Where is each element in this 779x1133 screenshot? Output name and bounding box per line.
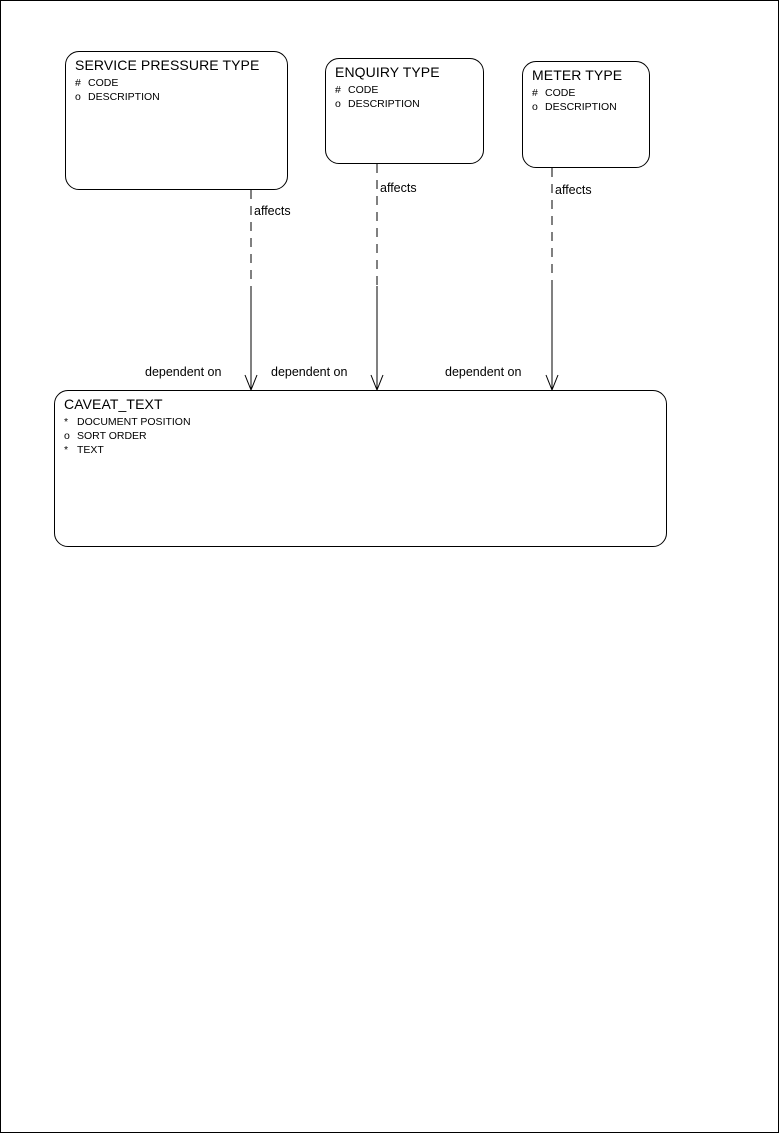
attribute-label: CODE [545, 87, 576, 99]
attribute-label: CODE [348, 84, 379, 96]
attribute-marker: # [335, 84, 341, 96]
attribute-row [532, 86, 644, 100]
attribute-row [64, 415, 661, 429]
relationship-line-meter-caveat [546, 168, 558, 390]
relationship-label-dependent-on-enquiry: dependent on [271, 365, 348, 379]
relationship-label-affects-meter: affects [555, 183, 592, 197]
attribute-row [64, 443, 661, 457]
entity-caveat-text[interactable] [54, 390, 667, 547]
attribute-row [75, 76, 282, 90]
attribute-row [335, 97, 478, 111]
attribute-label: TEXT [77, 444, 104, 456]
attribute-row [335, 83, 478, 97]
entity-meter-type[interactable] [522, 61, 650, 168]
attribute-marker: # [532, 87, 538, 99]
attribute-label: DESCRIPTION [545, 101, 617, 113]
attribute-label: SORT ORDER [77, 430, 147, 442]
attribute-marker: * [64, 416, 69, 428]
attribute-label: DOCUMENT POSITION [77, 416, 191, 428]
attribute-marker: # [75, 77, 81, 89]
entity-name: CAVEAT_TEXT [64, 396, 163, 412]
attribute-marker: o [64, 430, 70, 442]
attribute-row [64, 429, 661, 443]
relationship-label-dependent-on-meter: dependent on [445, 365, 522, 379]
entity-enquiry-type[interactable] [325, 58, 484, 164]
attribute-marker: o [335, 98, 341, 110]
attribute-marker: o [75, 91, 81, 103]
attribute-label: CODE [88, 77, 119, 89]
relationship-label-affects-service-pressure: affects [254, 204, 291, 218]
attribute-list [532, 86, 644, 114]
entity-name: ENQUIRY TYPE [335, 64, 440, 80]
relationship-label-affects-enquiry: affects [380, 181, 417, 195]
attribute-marker: o [532, 101, 538, 113]
attribute-row [532, 100, 644, 114]
attribute-list [75, 76, 282, 104]
entity-name: SERVICE PRESSURE TYPE [75, 57, 260, 73]
attribute-marker: * [64, 444, 69, 456]
attribute-label: DESCRIPTION [348, 98, 420, 110]
relationship-line-enquiry-caveat [371, 164, 383, 390]
attribute-row [75, 90, 282, 104]
relationship-line-service-pressure-caveat [245, 190, 257, 390]
attribute-list [64, 415, 661, 457]
attribute-list [335, 83, 478, 111]
entity-name: METER TYPE [532, 67, 623, 83]
entity-service-pressure-type[interactable] [65, 51, 288, 190]
attribute-label: DESCRIPTION [88, 91, 160, 103]
relationship-label-dependent-on-service-pressure: dependent on [145, 365, 222, 379]
